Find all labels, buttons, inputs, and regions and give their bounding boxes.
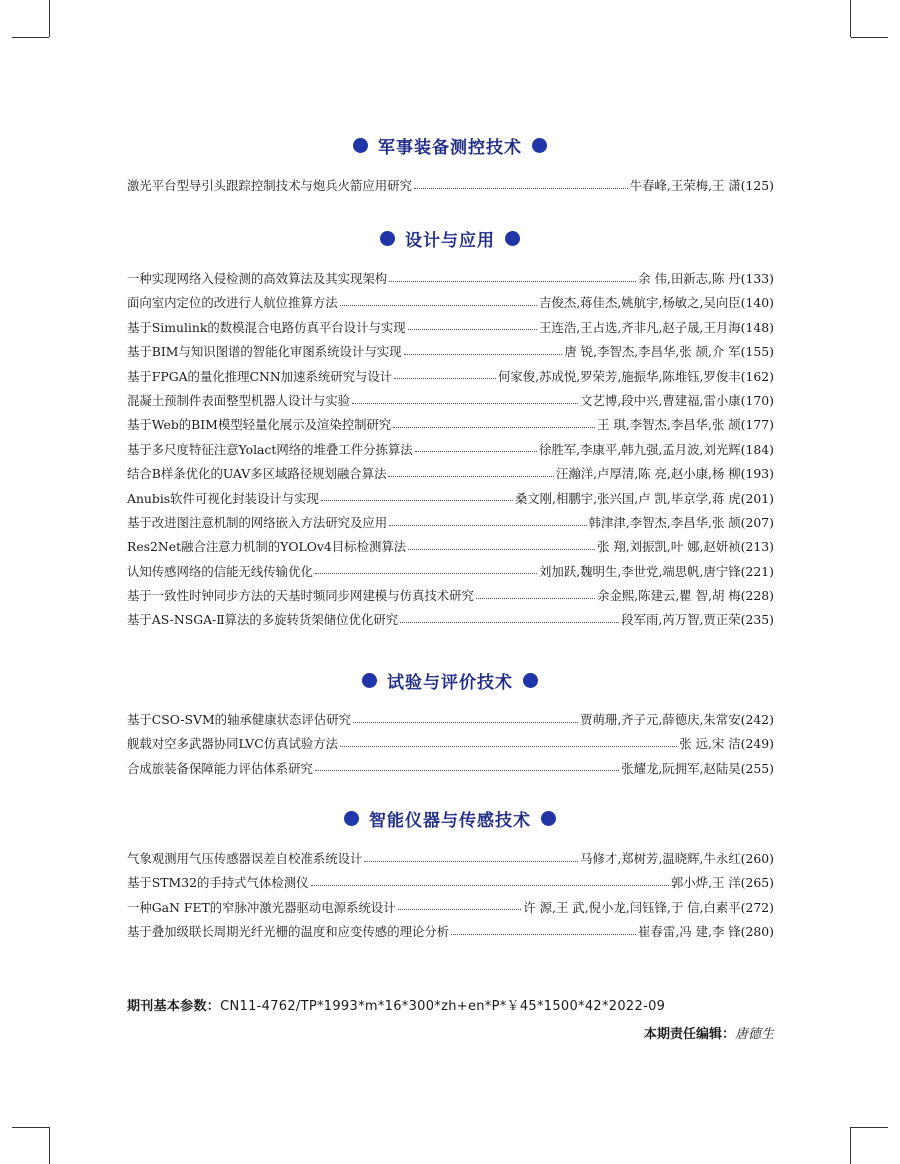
toc-entry[interactable]	[127, 462, 774, 486]
bullet-dot-icon	[523, 673, 538, 688]
toc-entry[interactable]	[127, 365, 774, 389]
toc-entry[interactable]	[127, 871, 774, 895]
entry-title: 基于BIM与知识图谱的智能化审图系统设计与实现	[127, 344, 402, 360]
dot-leader	[393, 427, 595, 428]
entry-page: (148)	[740, 319, 774, 335]
toc-entry[interactable]	[127, 896, 774, 920]
toc-entry[interactable]	[127, 316, 774, 340]
crop-mark-bottom-right-h	[851, 1127, 888, 1128]
entry-authors: 徐胜军,李康平,韩九强,孟月波,刘光辉	[539, 441, 741, 457]
entry-page: (177)	[740, 417, 774, 433]
toc-entry[interactable]	[127, 267, 774, 291]
toc-entry[interactable]	[127, 920, 774, 944]
dot-leader	[364, 861, 578, 862]
dot-leader	[388, 476, 553, 477]
entry-page: (155)	[740, 344, 774, 360]
dot-leader	[394, 378, 496, 379]
dot-leader	[340, 746, 677, 747]
entry-authors: 牛春峰,王荣梅,王 潇	[629, 178, 741, 193]
params-value: CN11-4762/TP*1993*m*16*300*zh+en*P*￥45*1500*42*2022-09	[220, 999, 666, 1014]
section-heading-text: 智能仪器与传感技术	[369, 811, 531, 831]
entry-page: (162)	[740, 368, 774, 384]
entry-authors: 段军雨,芮万智,贾正荣	[621, 612, 741, 628]
toc-list-design	[127, 267, 774, 633]
toc-entry[interactable]	[127, 584, 774, 608]
toc-entry[interactable]	[127, 560, 774, 584]
dot-leader	[353, 722, 578, 723]
entry-title: Res2Net融合注意力机制的YOLOv4目标检测算法	[127, 539, 407, 555]
editor-name: 唐德生	[734, 1027, 774, 1042]
dot-leader	[389, 525, 586, 526]
entry-title: 一种GaN FET的窄脉冲激光器驱动电源系统设计	[127, 899, 396, 915]
toc-entry[interactable]	[127, 413, 774, 437]
entry-authors: 唐 锐,李智杰,李昌华,张 颉,介 军	[564, 344, 741, 360]
toc-list-instruments	[127, 847, 774, 945]
entry-authors: 余金熙,陈建云,瞿 智,胡 梅	[597, 588, 741, 604]
entry-page: (272)	[740, 899, 774, 915]
toc-entry[interactable]	[127, 511, 774, 535]
entry-authors: 张 远,宋 洁	[679, 736, 741, 752]
entry-title: 基于STM32的手持式气体检测仪	[127, 875, 309, 891]
entry-page: (207)	[740, 514, 774, 530]
toc-entry[interactable]	[127, 291, 774, 315]
entry-authors: 贾萌珊,齐子元,薛德庆,朱常安	[580, 712, 741, 727]
entry-authors: 张耀龙,阮拥军,赵陆昊	[621, 760, 741, 776]
toc-entry[interactable]	[127, 340, 774, 364]
dot-leader	[389, 281, 636, 282]
entry-authors: 许 源,王 武,倪小龙,闫钰锋,于 信,白素平	[523, 899, 741, 915]
entry-authors: 刘加跃,魏明生,李世党,端思帆,唐宁锋	[539, 563, 741, 579]
entry-page: (184)	[740, 441, 774, 457]
dot-leader	[398, 909, 522, 910]
entry-page: (140)	[740, 295, 774, 311]
entry-authors: 吉俊杰,蒋佳杰,姚航宇,杨敏之,吴向臣	[539, 295, 741, 311]
dot-leader	[451, 934, 636, 935]
dot-leader	[476, 598, 595, 599]
entry-title: 认知传感网络的信能无线传输优化	[127, 563, 313, 579]
bullet-dot-icon	[353, 138, 368, 153]
entry-authors: 何家俊,苏成悦,罗荣芳,施振华,陈堆钰,罗俊丰	[497, 368, 741, 384]
toc-list-military	[127, 174, 774, 198]
responsible-editor	[644, 1023, 774, 1042]
toc-entry[interactable]	[127, 847, 774, 871]
section-heading-testing	[0, 668, 900, 693]
toc-entry[interactable]	[127, 438, 774, 462]
dot-leader	[315, 770, 619, 771]
dot-leader	[414, 188, 628, 189]
crop-mark-top-right-v	[850, 0, 851, 37]
entry-authors: 余 伟,田新志,陈 丹	[638, 271, 741, 286]
entry-authors: 马修才,郑树芳,温晓辉,牛永红	[580, 851, 741, 866]
toc-entry[interactable]	[127, 608, 774, 632]
bullet-dot-icon	[380, 231, 395, 246]
entry-page: (213)	[740, 539, 774, 555]
dot-leader	[321, 500, 513, 501]
entry-page: (221)	[740, 563, 774, 579]
bullet-dot-icon	[532, 138, 547, 153]
entry-title: 基于一致性时钟同步方法的天基时频同步网建模与仿真技术研究	[127, 588, 474, 604]
bullet-dot-icon	[344, 811, 359, 826]
section-heading-text: 设计与应用	[405, 231, 495, 251]
toc-entry[interactable]	[127, 708, 774, 732]
section-heading-instruments	[0, 806, 900, 831]
section-heading-design	[0, 226, 900, 251]
toc-entry[interactable]	[127, 487, 774, 511]
entry-title: 混凝土预制件表面整型机器人设计与实验	[127, 392, 351, 408]
entry-page: (125)	[740, 178, 774, 193]
dot-leader	[352, 403, 578, 404]
entry-page: (201)	[740, 490, 774, 506]
bullet-dot-icon	[505, 231, 520, 246]
entry-page: (280)	[740, 924, 774, 940]
entry-page: (193)	[740, 466, 774, 482]
entry-authors: 崔春雷,冯 建,李 锋	[638, 924, 741, 940]
entry-title: 基于AS-NSGA-Ⅱ算法的多旋转货架储位优化研究	[127, 612, 399, 628]
dot-leader	[400, 622, 619, 623]
entry-title: 基于CSO-SVM的轴承健康状态评估研究	[127, 712, 351, 727]
section-heading-text: 军事装备测控技术	[378, 138, 522, 158]
entry-page: (235)	[740, 612, 774, 628]
params-label: 期刊基本参数：	[127, 999, 221, 1014]
editor-label: 本期责任编辑：	[643, 1027, 735, 1042]
entry-page: (170)	[740, 392, 774, 408]
entry-page: (228)	[740, 588, 774, 604]
toc-entry[interactable]	[127, 732, 774, 756]
entry-title: 气象观测用气压传感器误差自校准系统设计	[127, 851, 363, 866]
entry-page: (249)	[740, 736, 774, 752]
entry-authors: 郭小烨,王 洋	[670, 875, 741, 891]
entry-title: 一种实现网络入侵检测的高效算法及其实现架构	[127, 271, 388, 286]
toc-entry[interactable]	[127, 174, 774, 198]
entry-title: Anubis软件可视化封装设计与实现	[127, 490, 319, 506]
entry-page: (242)	[740, 712, 774, 727]
entry-title: 舰载对空多武器协同LVC仿真试验方法	[127, 736, 339, 752]
entry-page: (265)	[740, 875, 774, 891]
dot-leader	[408, 329, 537, 330]
dot-leader	[408, 549, 595, 550]
toc-list-testing	[127, 708, 774, 781]
dot-leader	[340, 305, 537, 306]
crop-mark-top-right-h	[851, 37, 888, 38]
entry-authors: 张 翔,刘振凯,叶 娜,赵妍祯	[597, 539, 741, 555]
toc-entry[interactable]	[127, 389, 774, 413]
entry-authors: 王 琪,李智杰,李昌华,张 颉	[597, 417, 741, 433]
section-heading-military	[0, 133, 900, 158]
crop-mark-top-left-v	[49, 0, 50, 37]
entry-authors: 韩津津,李智杰,李昌华,张 颉	[588, 514, 741, 530]
entry-title: 基于多尺度特征注意Yolact网络的堆叠工件分拣算法	[127, 441, 413, 457]
entry-title: 基于FPGA的量化推理CNN加速系统研究与设计	[127, 368, 393, 384]
dot-leader	[315, 573, 537, 574]
entry-title: 基于改进图注意机制的网络嵌入方法研究及应用	[127, 514, 388, 530]
entry-title: 基于Web的BIM模型轻量化展示及渲染控制研究	[127, 417, 392, 433]
entry-title: 合成旅装备保障能力评估体系研究	[127, 760, 313, 776]
crop-mark-bottom-left-v	[49, 1127, 50, 1164]
entry-title: 结合B样条优化的UAV多区域路径规划融合算法	[127, 466, 387, 482]
entry-authors: 桑文刚,相鹏宇,张兴国,卢 凯,毕京学,蒋 虎	[514, 490, 741, 506]
dot-leader	[415, 451, 537, 452]
entry-title: 面向室内定位的改进行人航位推算方法	[127, 295, 338, 311]
bullet-dot-icon	[541, 811, 556, 826]
entry-authors: 王连浩,王占选,齐非凡,赵子晟,王月海	[539, 319, 741, 335]
crop-mark-bottom-left-h	[12, 1127, 49, 1128]
entry-title: 基于Simulink的数模混合电路仿真平台设计与实现	[127, 319, 406, 335]
entry-page: (255)	[740, 760, 774, 776]
crop-mark-top-left-h	[12, 37, 49, 38]
crop-mark-bottom-right-v	[850, 1127, 851, 1164]
toc-entry[interactable]	[127, 757, 774, 781]
dot-leader	[404, 354, 563, 355]
entry-title: 基于叠加级联长周期光纤光栅的温度和应变传感的理论分析	[127, 924, 450, 940]
entry-authors: 文艺博,段中兴,曹建福,雷小康	[580, 392, 741, 408]
entry-page: (133)	[740, 271, 774, 286]
section-heading-text: 试验与评价技术	[387, 673, 513, 693]
dot-leader	[311, 885, 669, 886]
toc-entry[interactable]	[127, 535, 774, 559]
entry-authors: 汪瀚洋,卢厚清,陈 亮,赵小康,杨 柳	[555, 466, 741, 482]
entry-title: 激光平台型导引头跟踪控制技术与炮兵火箭应用研究	[127, 178, 412, 193]
journal-parameters	[127, 995, 665, 1014]
entry-page: (260)	[740, 851, 774, 866]
bullet-dot-icon	[362, 673, 377, 688]
